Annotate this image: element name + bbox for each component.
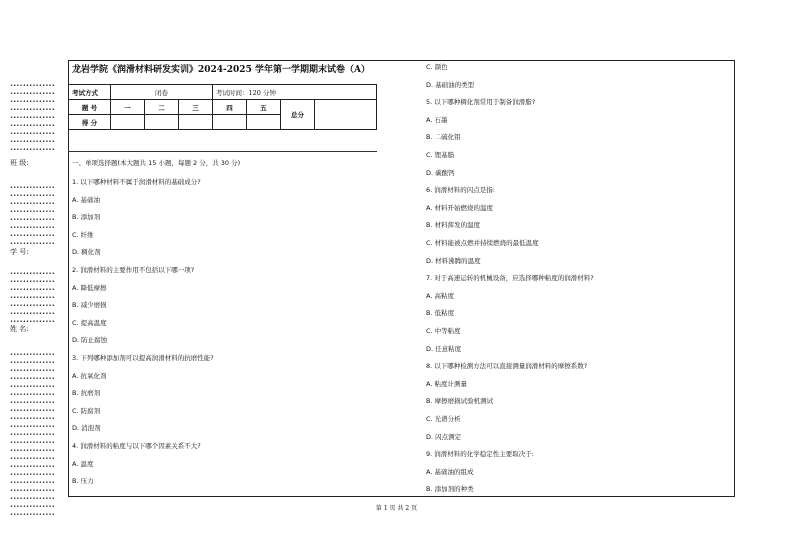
question-line: B. 材料挥发的温度 bbox=[426, 221, 481, 230]
question-line: 2. 润滑材料的主要作用不包括以下哪一项? bbox=[72, 266, 195, 274]
question-line: B. 添加剂的种类 bbox=[426, 485, 474, 494]
question-line: 9. 润滑材料的化学稳定性主要取决于: bbox=[426, 450, 534, 459]
question-number: 三 bbox=[179, 100, 213, 115]
binding-dot-line: •••••••••••••• bbox=[10, 456, 55, 462]
binding-dot-line: •••••••••••••• bbox=[10, 424, 55, 430]
question-line: A. 抗氧化剂 bbox=[72, 371, 107, 380]
binding-dot-line: •••••••••••••• bbox=[10, 233, 55, 239]
score-cell bbox=[111, 115, 145, 130]
question-line: A. 温度 bbox=[72, 459, 94, 468]
question-line: 4. 润滑材料的粘度与以下哪个因素关系不大? bbox=[72, 442, 201, 450]
exam-time: 考试时间：120 分钟 bbox=[213, 85, 377, 100]
binding-dot-line: •••••••••••••• bbox=[10, 225, 55, 231]
exam-method-label: 考试方式 bbox=[69, 85, 111, 100]
question-line: A. 材料开始燃烧的温度 bbox=[426, 203, 493, 212]
binding-dot-line: •••••••••••••• bbox=[10, 319, 55, 325]
question-line: B. 添加剂 bbox=[72, 213, 101, 222]
question-line: D. 任意粘度 bbox=[426, 344, 462, 353]
section-divider bbox=[68, 151, 377, 152]
question-line: A. 粘度计测量 bbox=[426, 379, 467, 388]
binding-dot-line: •••••••••••••• bbox=[10, 376, 55, 382]
binding-dot-line: •••••••••••••• bbox=[10, 83, 55, 89]
question-line: B. 减少磨损 bbox=[72, 301, 107, 310]
binding-dot-line: •••••••••••••• bbox=[10, 271, 55, 277]
question-line: B. 二硫化钼 bbox=[426, 133, 461, 142]
section-heading: 一、单项选择题(本大题共 15 小题，每题 2 分，共 30 分) bbox=[72, 159, 241, 167]
binding-dot-line: •••••••••••••• bbox=[10, 147, 55, 153]
question-line: C. 提高温度 bbox=[72, 318, 107, 327]
binding-dot-line: •••••••••••••• bbox=[10, 408, 55, 414]
binding-dot-line: •••••••••••••• bbox=[10, 279, 55, 285]
score-cell bbox=[247, 115, 281, 130]
binding-dot-line: •••••••••••••• bbox=[10, 311, 55, 317]
class-label: 班 级: bbox=[10, 159, 29, 167]
binding-dot-line: •••••••••••••• bbox=[10, 352, 55, 358]
question-line: C. 纤维 bbox=[72, 230, 94, 239]
binding-dot-line: •••••••••••••• bbox=[10, 416, 55, 422]
student-id-label: 学 号: bbox=[10, 248, 29, 256]
binding-dot-line: •••••••••••••• bbox=[10, 139, 55, 145]
question-line: 7. 对于高速运转的机械设备，应选择哪种粘度的润滑材料? bbox=[426, 274, 594, 283]
question-line: D. 材料沸腾的温度 bbox=[426, 256, 481, 265]
exam-method: 闭卷 bbox=[111, 85, 213, 100]
name-label: 姓 名: bbox=[10, 325, 29, 333]
question-number: 四 bbox=[213, 100, 247, 115]
binding-dot-line: •••••••••••••• bbox=[10, 217, 55, 223]
question-number: 一 bbox=[111, 100, 145, 115]
question-line: C. 锂基脂 bbox=[426, 151, 455, 159]
binding-dot-line: •••••••••••••• bbox=[10, 91, 55, 97]
binding-dot-line: •••••••••••••• bbox=[10, 496, 55, 502]
total-label: 总分 bbox=[281, 100, 315, 130]
question-line: 5. 以下哪种稠化剂常用于制备润滑脂? bbox=[426, 98, 536, 107]
binding-dot-line: •••••••••••••• bbox=[10, 440, 55, 446]
binding-dot-line: •••••••••••••• bbox=[10, 209, 55, 215]
question-line: A. 石墨 bbox=[426, 115, 448, 124]
binding-dot-line: •••••••••••••• bbox=[10, 464, 55, 470]
question-line: D. 基础油的类型 bbox=[426, 80, 475, 89]
question-line: D. 碳酸钙 bbox=[426, 168, 455, 177]
binding-dot-line: •••••••••••••• bbox=[10, 131, 55, 137]
binding-dot-line: •••••••••••••• bbox=[10, 512, 55, 518]
binding-dot-line: •••••••••••••• bbox=[10, 472, 55, 478]
binding-dot-line: •••••••••••••• bbox=[10, 448, 55, 454]
question-line: C. 中等粘度 bbox=[426, 327, 461, 335]
binding-dot-line: •••••••••••••• bbox=[10, 201, 55, 207]
score-cell bbox=[179, 115, 213, 130]
question-line: 6. 润滑材料的闪点是指: bbox=[426, 186, 495, 195]
question-line: D. 防止腐蚀 bbox=[72, 336, 108, 345]
question-line: B. 低粘度 bbox=[426, 309, 455, 318]
question-line: 3. 下列哪种添加剂可以提高润滑材料的抗磨性能? bbox=[72, 354, 214, 362]
binding-dot-line: •••••••••••••• bbox=[10, 295, 55, 301]
question-line: C. 材料能被点燃并持续燃烧的最低温度 bbox=[426, 239, 539, 247]
question-line: B. 摩擦磨损试验机测试 bbox=[426, 397, 494, 406]
binding-dot-line: •••••••••••••• bbox=[10, 488, 55, 494]
binding-dot-line: •••••••••••••• bbox=[10, 368, 55, 374]
question-line: A. 降低摩擦 bbox=[72, 283, 107, 292]
question-line: D. 消泡剂 bbox=[72, 424, 101, 433]
binding-dot-line: •••••••••••••• bbox=[10, 123, 55, 129]
total-score-cell bbox=[315, 100, 377, 130]
binding-dot-line: •••••••••••••• bbox=[10, 504, 55, 510]
question-line: 8. 以下哪种检测方法可以直接测量润滑材料的摩擦系数? bbox=[426, 362, 588, 371]
page-footer: 第 1 页 共 2 页 bbox=[375, 505, 418, 512]
binding-dot-line: •••••••••••••• bbox=[10, 360, 55, 366]
question-number: 二 bbox=[145, 100, 179, 115]
question-line: C. 光谱分析 bbox=[426, 415, 461, 423]
score-cell bbox=[145, 115, 179, 130]
question-line: C. 防腐剂 bbox=[72, 406, 101, 415]
question-line: A. 基础油 bbox=[72, 195, 100, 204]
score-cell bbox=[213, 115, 247, 130]
binding-dot-line: •••••••••••••• bbox=[10, 400, 55, 406]
score-row-label: 得 分 bbox=[69, 115, 111, 130]
binding-dot-line: •••••••••••••• bbox=[10, 392, 55, 398]
binding-dot-line: •••••••••••••• bbox=[10, 384, 55, 390]
question-line: A. 基础油的组成 bbox=[426, 467, 474, 476]
question-number-label: 题 号 bbox=[69, 100, 111, 115]
question-line: 1. 以下哪种材料不属于润滑材料的基础成分? bbox=[72, 178, 201, 186]
question-number: 五 bbox=[247, 100, 281, 115]
question-line: B. 抗磨剂 bbox=[72, 389, 101, 398]
question-line: D. 闪点测定 bbox=[426, 432, 462, 441]
binding-dot-line: •••••••••••••• bbox=[10, 185, 55, 191]
binding-dot-line: •••••••••••••• bbox=[10, 99, 55, 105]
binding-dot-line: •••••••••••••• bbox=[10, 303, 55, 309]
exam-title: 龙岩学院《润滑材料研发实训》2024-2025 学年第一学期期末试卷（A） bbox=[72, 65, 370, 75]
question-line: B. 压力 bbox=[72, 477, 94, 486]
binding-dot-line: •••••••••••••• bbox=[10, 287, 55, 293]
binding-dot-line: •••••••••••••• bbox=[10, 193, 55, 199]
binding-dot-line: •••••••••••••• bbox=[10, 432, 55, 438]
binding-dot-line: •••••••••••••• bbox=[10, 115, 55, 121]
score-table bbox=[68, 84, 377, 130]
binding-dot-line: •••••••••••••• bbox=[10, 241, 55, 247]
binding-dot-line: •••••••••••••• bbox=[10, 107, 55, 113]
question-line: C. 颜色 bbox=[426, 63, 448, 71]
question-line: A. 高粘度 bbox=[426, 291, 454, 300]
binding-dot-line: •••••••••••••• bbox=[10, 480, 55, 486]
question-line: D. 稠化剂 bbox=[72, 248, 101, 257]
